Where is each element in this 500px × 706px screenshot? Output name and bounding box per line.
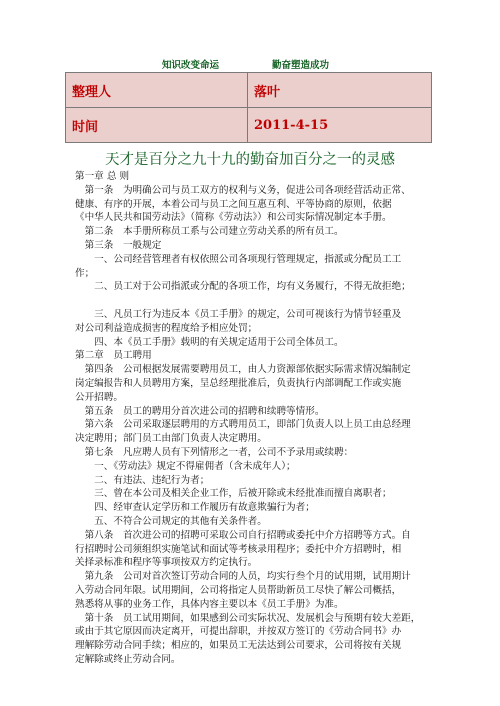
body-line: 第五条 员工的聘用分首次进公司的招聘和续聘等情形。 (75, 405, 325, 417)
body-line: 入劳动合同年限。试用期间，公司将指定人员帮助新员工尽快了解公司概括， (75, 584, 402, 596)
blank-line (75, 294, 435, 308)
meta-table (65, 72, 432, 143)
body-line: 决定聘用；部门员工由部门负责人决定聘用。 (75, 433, 267, 445)
body-line: 三、凡员工行为违反本《员工手册》的规定，公司可视该行为情节轻重及 (75, 308, 402, 320)
body-line: 健康、有序的开展，本着公司与员工之间互惠互利、平等协商的原则，依据 (75, 198, 392, 210)
body-line: 行招聘时公司须组织实施笔试和面试等考核录用程序；委托中介方招聘时，相 (75, 543, 402, 555)
body-line: 二、有违法、违纪行为者； (75, 474, 210, 486)
body-line: 三、曾在本公司及相关企业工作，后被开除或未经批准而擅自离职者； (75, 488, 392, 500)
body-line: 关择录标准和程序等事项按双方约定执行。 (75, 557, 258, 569)
body-line: 四、本《员工手册》载明的有关规定适用于公司全体员工。 (75, 336, 344, 348)
body-line: 熟悉将从事的业务工作，具体内容主要以本《员工手册》为准。 (75, 598, 344, 610)
body-line: 一、《劳动法》规定不得雇佣者（含未成年人）； (75, 460, 296, 472)
body-line: 第九条 公司对首次签订劳动合同的人员，均实行叁个月的试用期，试用期计 (75, 571, 411, 583)
body-line: 定解除或终止劳动合同。 (75, 653, 181, 665)
body-line: 第八条 首次进公司的招聘可采取公司自行招聘或委托中介方招聘等方式。自 (75, 529, 411, 541)
body-line: 第七条 凡应聘人员有下列情形之一者，公司不予录用或续聘： (75, 446, 354, 458)
body-line: 一、公司经营管理者有权依照公司各项现行管理规定，指派或分配员工工 (75, 253, 402, 265)
body-line: 或由于其它原因而决定离开，可提出辞职，并按双方签订的《劳动合同书》办 (75, 626, 402, 638)
body-line: 第一章 总 则 (75, 171, 130, 182)
header-motto-left: 知识改变命运 (162, 60, 220, 71)
body-line: 第四条 公司根据发展需要聘用员工，由人力资源部依据实际需求情况编制定 (75, 364, 411, 376)
body-line: 第三条 一般规定 (75, 239, 162, 251)
time-label: 时间 (66, 108, 248, 143)
body-line: 第二条 本手册所称员工系与公司建立劳动关系的所有员工。 (75, 226, 344, 238)
body-line: 第二章 员工聘用 (75, 350, 152, 362)
header-motto-right: 勤奋塑造成功 (272, 60, 330, 71)
body-line: 二、员工对于公司指派或分配的各项工作，均有义务履行，不得无故拒绝； (75, 281, 411, 293)
document-body (75, 170, 435, 667)
body-line: 第一条 为明确公司与员工双方的权利与义务，促进公司各项经营活动正常、 (75, 184, 411, 196)
meta-row-author (66, 73, 432, 108)
body-line: 理解除劳动合同手续；相应的，如果员工无法达到公司要求，公司将按有关规 (75, 640, 402, 652)
body-line: 作； (75, 267, 95, 279)
body-line: 四、经审查认定学历和工作履历有故意欺骗行为者； (75, 502, 315, 514)
time-value: 2011-4-15 (248, 108, 432, 143)
body-line: 岗定编报告和人员聘用方案，呈总经理批准后，负责执行内部调配工作或实施 (75, 377, 402, 389)
page-header (0, 57, 500, 73)
meta-row-time (66, 108, 432, 143)
author-value: 落叶 (248, 73, 432, 108)
body-line: 五、不符合公司规定的其他有关条件者。 (75, 515, 267, 527)
body-line: 对公司利益造成损害的程度给予相应处罚； (75, 322, 258, 334)
body-line: 《中华人民共和国劳动法》（简称《劳动法》）和公司实际情况制定本手册。 (75, 212, 392, 224)
body-line: 第六条 公司采取逐层聘用的方式聘用员工，即部门负责人以上员工由总经理 (75, 419, 411, 431)
body-line: 公开招聘。 (75, 391, 123, 403)
author-label: 整理人 (66, 73, 248, 108)
document-title: 天才是百分之九十九的勤奋加百分之一的灵感 (105, 152, 395, 168)
body-line: 第十条 员工试用期间，如果感到公司实际状况、发展机会与预期有较大差距， (75, 612, 421, 624)
